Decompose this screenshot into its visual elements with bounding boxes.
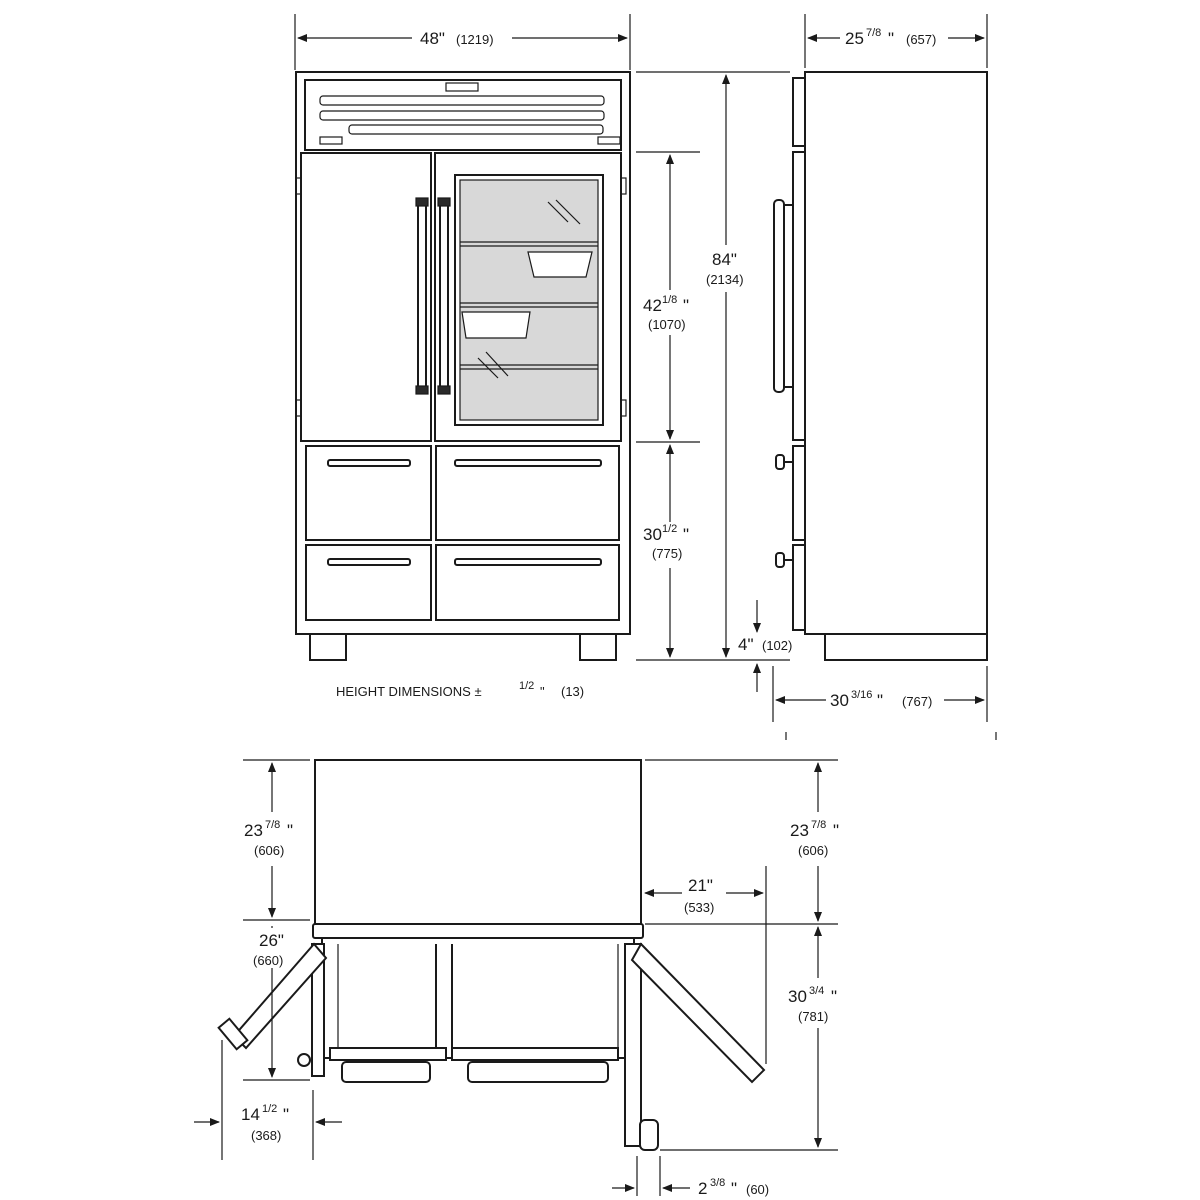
upper-height-whole: 42: [643, 296, 662, 315]
height-note-mm: (13): [561, 684, 585, 699]
drawer-lower-right: [436, 545, 619, 620]
open-depth-whole: 30: [788, 987, 807, 1006]
hinge-clearance-whole: 2: [698, 1179, 708, 1198]
lower-height-whole: 30: [643, 525, 662, 544]
side-clearance-unit: ": [283, 1105, 290, 1124]
side-clearance-mm: (368): [251, 1128, 282, 1143]
side-door-edge: [793, 152, 805, 440]
side-grille-edge: [793, 78, 805, 146]
toe-height-mm: (102): [762, 638, 793, 653]
front-view: [295, 14, 793, 699]
hinge-icon: [298, 1054, 310, 1066]
drawer-lower-left: [306, 545, 431, 620]
left-foot: [310, 634, 346, 660]
side-cabinet: [805, 72, 987, 634]
open-depth-mm: (781): [798, 1009, 829, 1024]
lower-height-frac: 1/2: [662, 523, 678, 535]
side-clearance-frac: 1/2: [262, 1103, 278, 1115]
height-note-unit: ": [540, 684, 545, 699]
top-door-frame: [313, 924, 643, 938]
side-drawer-edge-upper: [793, 446, 805, 540]
side-overall-frac: 3/16: [851, 689, 873, 701]
top-interior: [322, 938, 634, 1058]
side-depth-whole: 25: [845, 29, 864, 48]
total-height-label: 84": [712, 250, 737, 269]
right-cabinet-depth-frac: 7/8: [811, 819, 827, 831]
door-swing-mm: (660): [253, 953, 284, 968]
right-door-handle-top: [640, 1120, 658, 1150]
front-width-mm: (1219): [456, 32, 494, 47]
left-drawer-open: [330, 1048, 446, 1060]
front-width-label: 48": [420, 29, 445, 48]
drawer-handle: [468, 1062, 608, 1082]
height-note-text: HEIGHT DIMENSIONS ±: [336, 684, 482, 699]
glass-pane: [460, 180, 598, 420]
side-drawer-handle: [776, 553, 784, 567]
top-cabinet: [315, 760, 641, 924]
hinge-clearance-mm: (60): [746, 1182, 770, 1197]
door-width-mm: (533): [684, 900, 715, 915]
side-overall-unit: ": [877, 691, 884, 710]
right-door-handle: [440, 200, 448, 392]
left-cabinet-depth-mm: (606): [254, 843, 285, 858]
top-view: [194, 760, 839, 1198]
total-height-mm: (2134): [706, 272, 744, 287]
right-cabinet-depth-mm: (606): [798, 843, 829, 858]
door-width-label: 21": [688, 876, 713, 895]
left-refrigerator-door: [301, 153, 431, 441]
side-view: [738, 14, 996, 740]
glass-door-bin-2: [462, 312, 530, 338]
side-overall-mm: (767): [902, 694, 933, 709]
open-depth-frac: 3/4: [809, 985, 825, 997]
left-cabinet-depth-unit: ": [287, 821, 294, 840]
right-cabinet-depth-whole: 23: [790, 821, 809, 840]
lower-height-mm: (775): [652, 546, 683, 561]
glass-door-bin-1: [528, 252, 592, 277]
right-open-door: [632, 944, 764, 1082]
upper-height-unit: ": [683, 296, 690, 315]
upper-height-frac: 1/8: [662, 294, 678, 306]
side-depth-mm: (657): [906, 32, 937, 47]
left-door-handle: [418, 200, 426, 392]
open-depth-unit: ": [831, 987, 838, 1006]
side-depth-frac: 7/8: [866, 27, 882, 39]
side-door-handle: [774, 200, 784, 392]
door-swing-label: 26": [259, 931, 284, 950]
drawer-handle: [342, 1062, 430, 1082]
right-foot: [580, 634, 616, 660]
hinge-clearance-frac: 3/8: [710, 1177, 726, 1189]
upper-height-mm: (1070): [648, 317, 686, 332]
left-door-handle-top: [219, 1019, 248, 1049]
right-door-edge: [625, 944, 641, 1146]
side-depth-unit: ": [888, 29, 895, 48]
toe-height-label: 4": [738, 635, 754, 654]
lower-height-unit: ": [683, 525, 690, 544]
side-drawer-edge-lower: [793, 545, 805, 630]
side-clearance-whole: 14: [241, 1105, 260, 1124]
hinge-clearance-unit: ": [731, 1179, 738, 1198]
right-drawer-open: [452, 1048, 618, 1060]
left-cabinet-depth-frac: 7/8: [265, 819, 281, 831]
right-cabinet-depth-unit: ": [833, 821, 840, 840]
side-toe-kick: [825, 634, 987, 660]
side-overall-whole: 30: [830, 691, 849, 710]
left-cabinet-depth-whole: 23: [244, 821, 263, 840]
height-note-frac: 1/2: [519, 680, 535, 692]
side-drawer-handle: [776, 455, 784, 469]
